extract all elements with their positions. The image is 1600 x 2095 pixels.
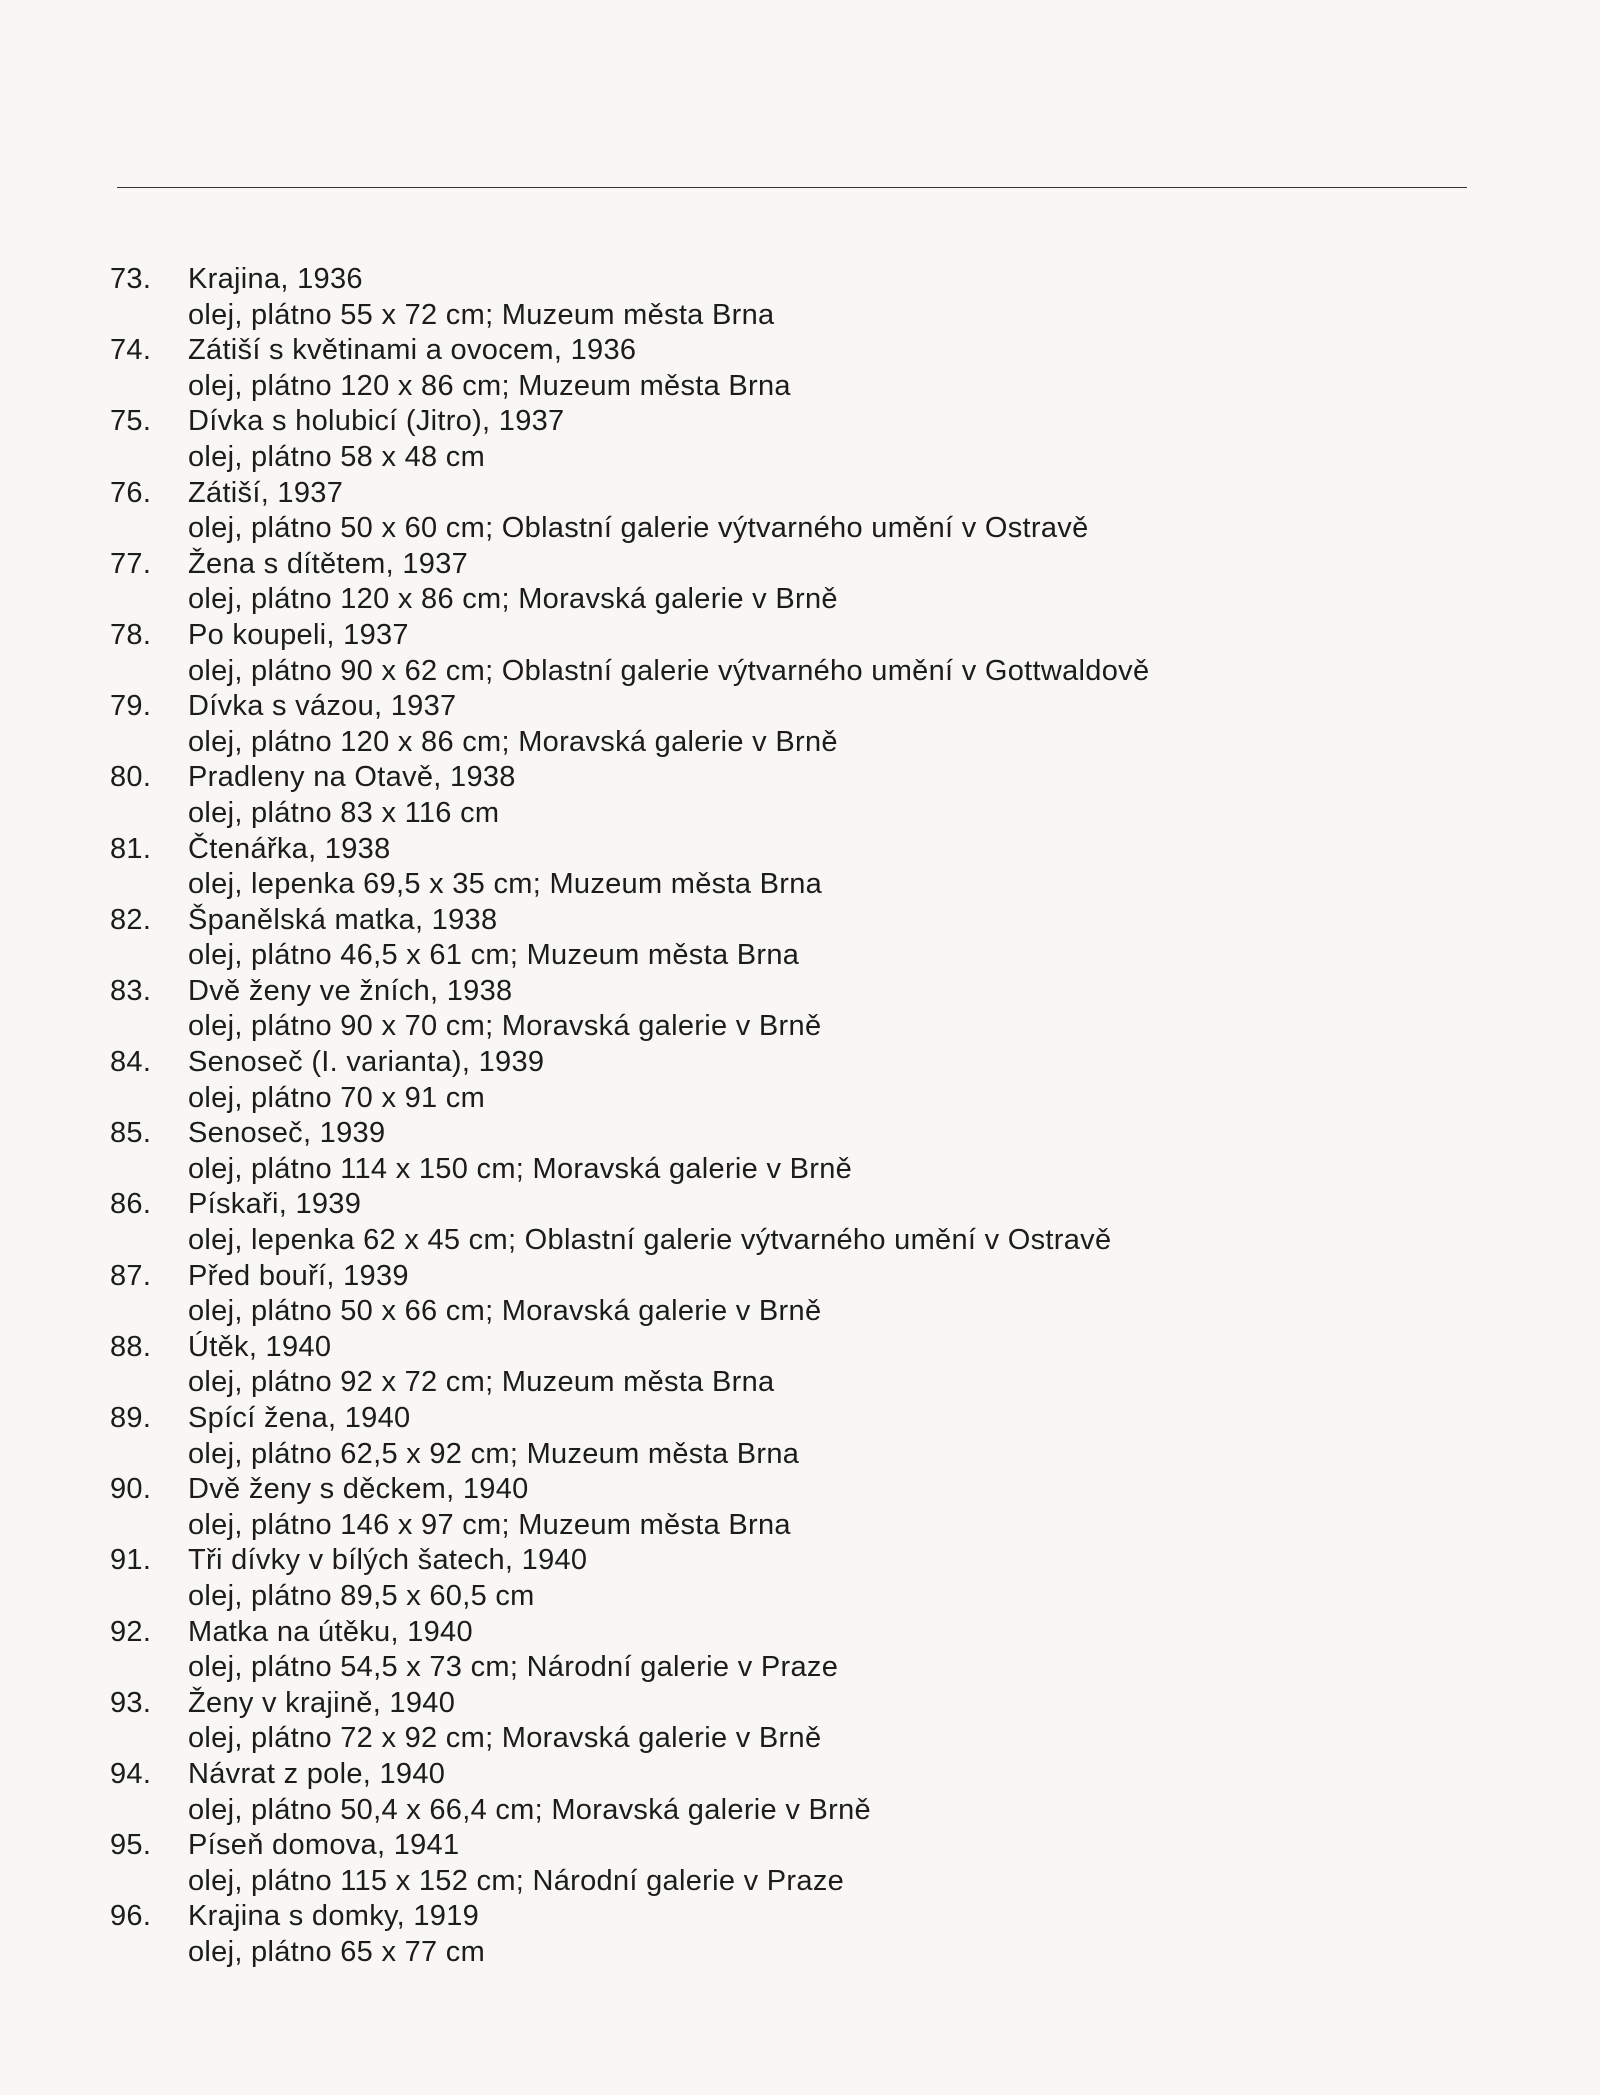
entry-body — [188, 1259, 1510, 1330]
entry-body — [188, 1543, 1510, 1614]
entry-details: olej, plátno 62,5 x 92 cm; Muzeum města Brna — [188, 1437, 800, 1470]
entry-body — [188, 974, 1510, 1045]
entry-details: olej, plátno 120 x 86 cm; Moravská galerie v Brně — [188, 583, 838, 616]
entry-details: olej, lepenka 62 x 45 cm; Oblastní galerie výtvarného umění v Ostravě — [188, 1224, 1112, 1257]
entry-number: 82. — [110, 903, 152, 936]
entry-title: Žena s dítětem, 1937 — [188, 547, 469, 580]
catalog-entry — [110, 1401, 1510, 1472]
entry-details: olej, lepenka 69,5 x 35 cm; Muzeum města Brna — [188, 868, 823, 901]
entry-title: Tři dívky v bílých šatech, 1940 — [188, 1544, 588, 1577]
entry-title: Španělská matka, 1938 — [188, 903, 498, 936]
entry-number: 85. — [110, 1117, 152, 1150]
entry-number: 86. — [110, 1188, 152, 1221]
entry-title: Píseň domova, 1941 — [188, 1829, 460, 1862]
entry-number: 84. — [110, 1046, 152, 1079]
catalog-entry — [110, 333, 1510, 404]
entry-title: Dvě ženy s děckem, 1940 — [188, 1473, 529, 1506]
entry-title: Dívka s holubicí (Jitro), 1937 — [188, 405, 565, 438]
entry-title: Krajina, 1936 — [188, 263, 363, 295]
entry-details: olej, plátno 120 x 86 cm; Muzeum města Brna — [188, 369, 791, 402]
top-rule — [117, 187, 1467, 188]
entry-details: olej, plátno 65 x 77 cm — [188, 1935, 486, 1968]
entry-number: 94. — [110, 1757, 152, 1790]
entry-number: 80. — [110, 761, 152, 794]
entry-title: Čtenářka, 1938 — [188, 832, 391, 865]
entry-details: olej, plátno 83 x 116 cm — [188, 796, 500, 829]
entry-title: Návrat z pole, 1940 — [188, 1757, 446, 1790]
entry-number: 90. — [110, 1473, 152, 1506]
entry-body — [188, 1686, 1510, 1757]
catalog-entry — [110, 1757, 1510, 1828]
entry-number: 87. — [110, 1259, 152, 1292]
entry-number: 95. — [110, 1829, 152, 1862]
entry-details: olej, plátno 72 x 92 cm; Moravská galerie v Brně — [188, 1722, 822, 1755]
catalog-entry — [110, 832, 1510, 903]
entry-title: Pískaři, 1939 — [188, 1188, 362, 1221]
entry-title: Senoseč (I. varianta), 1939 — [188, 1046, 545, 1079]
catalog-entry — [110, 1686, 1510, 1757]
catalog-entry — [110, 262, 1510, 333]
entry-details: olej, plátno 120 x 86 cm; Moravská galerie v Brně — [188, 725, 838, 758]
entry-number: 89. — [110, 1402, 152, 1434]
entry-details: olej, plátno 89,5 x 60,5 cm — [188, 1579, 535, 1612]
entry-body — [188, 262, 1510, 333]
entry-body — [188, 689, 1510, 760]
entry-title: Ženy v krajině, 1940 — [188, 1686, 456, 1719]
entry-title: Útěk, 1940 — [188, 1330, 332, 1363]
catalog-entry — [110, 1259, 1510, 1330]
entry-number: 93. — [110, 1686, 152, 1719]
entry-body — [188, 760, 1510, 831]
catalog-entry — [110, 547, 1510, 618]
entry-title: Zátiší s květinami a ovocem, 1936 — [188, 334, 637, 367]
catalog-entry — [110, 1330, 1510, 1401]
entry-title: Dívka s vázou, 1937 — [188, 690, 457, 723]
entry-body — [188, 1615, 1510, 1686]
entry-body — [188, 333, 1510, 404]
catalog-entry — [110, 618, 1510, 689]
entry-title: Krajina s domky, 1919 — [188, 1900, 480, 1933]
entry-body — [188, 1401, 1510, 1472]
entry-title: Senoseč, 1939 — [188, 1117, 386, 1150]
entry-title: Pradleny na Otavě, 1938 — [188, 761, 516, 794]
catalog-entry — [110, 1116, 1510, 1187]
entry-details: olej, plátno 146 x 97 cm; Muzeum města Brna — [188, 1508, 791, 1541]
catalog-entry — [110, 1543, 1510, 1614]
entry-details: olej, plátno 50 x 66 cm; Moravská galerie v Brně — [188, 1295, 822, 1328]
entry-number: 96. — [110, 1900, 152, 1933]
catalog-entry — [110, 1828, 1510, 1899]
entry-details: olej, plátno 58 x 48 cm — [188, 440, 486, 473]
entry-details: olej, plátno 90 x 70 cm; Moravská galerie v Brně — [188, 1010, 822, 1043]
entry-title: Dvě ženy ve žních, 1938 — [188, 974, 513, 1007]
entry-details: olej, plátno 70 x 91 cm — [188, 1081, 486, 1114]
entry-number: 88. — [110, 1330, 152, 1363]
entry-number: 91. — [110, 1544, 152, 1577]
catalog-entry — [110, 903, 1510, 974]
entry-body — [188, 1116, 1510, 1187]
entry-number: 83. — [110, 974, 152, 1007]
entry-details: olej, plátno 46,5 x 61 cm; Muzeum města Brna — [188, 939, 800, 972]
catalog-entry — [110, 1045, 1510, 1116]
entry-body — [188, 547, 1510, 618]
entry-details: olej, plátno 114 x 150 cm; Moravská galerie v Brně — [188, 1152, 853, 1185]
entry-number: 79. — [110, 690, 152, 723]
entry-title: Po koupeli, 1937 — [188, 618, 409, 651]
entry-body — [188, 476, 1510, 547]
entry-body — [188, 1045, 1510, 1116]
entry-details: olej, plátno 115 x 152 cm; Národní galerie v Praze — [188, 1864, 845, 1897]
entry-title: Před bouří, 1939 — [188, 1259, 409, 1292]
catalog-entry — [110, 689, 1510, 760]
entry-number: 81. — [110, 832, 152, 865]
catalog-entry — [110, 476, 1510, 547]
entry-body — [188, 1472, 1510, 1543]
catalog-entry — [110, 1187, 1510, 1258]
catalog-entry — [110, 1615, 1510, 1686]
entry-details: olej, plátno 54,5 x 73 cm; Národní galerie v Praze — [188, 1651, 839, 1684]
catalog-list — [110, 262, 1510, 1971]
entry-body — [188, 1828, 1510, 1899]
entry-details: olej, plátno 50,4 x 66,4 cm; Moravská galerie v Brně — [188, 1793, 871, 1826]
catalog-entry — [110, 1472, 1510, 1543]
entry-body — [188, 903, 1510, 974]
entry-body — [188, 618, 1510, 689]
entry-details: olej, plátno 55 x 72 cm; Muzeum města Brna — [188, 298, 775, 331]
entry-title: Zátiší, 1937 — [188, 476, 344, 509]
entry-number: 73. — [110, 263, 152, 295]
entry-title: Matka na útěku, 1940 — [188, 1615, 473, 1648]
entry-details: olej, plátno 90 x 62 cm; Oblastní galerie výtvarného umění v Gottwaldově — [188, 654, 1150, 687]
entry-number: 78. — [110, 618, 152, 651]
entry-body — [188, 832, 1510, 903]
entry-number: 75. — [110, 405, 152, 438]
entry-details: olej, plátno 92 x 72 cm; Muzeum města Brna — [188, 1366, 775, 1399]
entry-body — [188, 1899, 1510, 1970]
catalog-entry — [110, 404, 1510, 475]
entry-number: 77. — [110, 547, 152, 580]
entry-details: olej, plátno 50 x 60 cm; Oblastní galerie výtvarného umění v Ostravě — [188, 512, 1089, 545]
entry-number: 92. — [110, 1615, 152, 1648]
entry-body — [188, 1330, 1510, 1401]
entry-number: 74. — [110, 334, 152, 367]
catalog-entry — [110, 1899, 1510, 1970]
catalog-entry — [110, 760, 1510, 831]
entry-title: Spící žena, 1940 — [188, 1402, 411, 1434]
entry-body — [188, 1757, 1510, 1828]
entry-body — [188, 404, 1510, 475]
catalog-entry — [110, 974, 1510, 1045]
entry-number: 76. — [110, 476, 152, 509]
entry-body — [188, 1187, 1510, 1258]
